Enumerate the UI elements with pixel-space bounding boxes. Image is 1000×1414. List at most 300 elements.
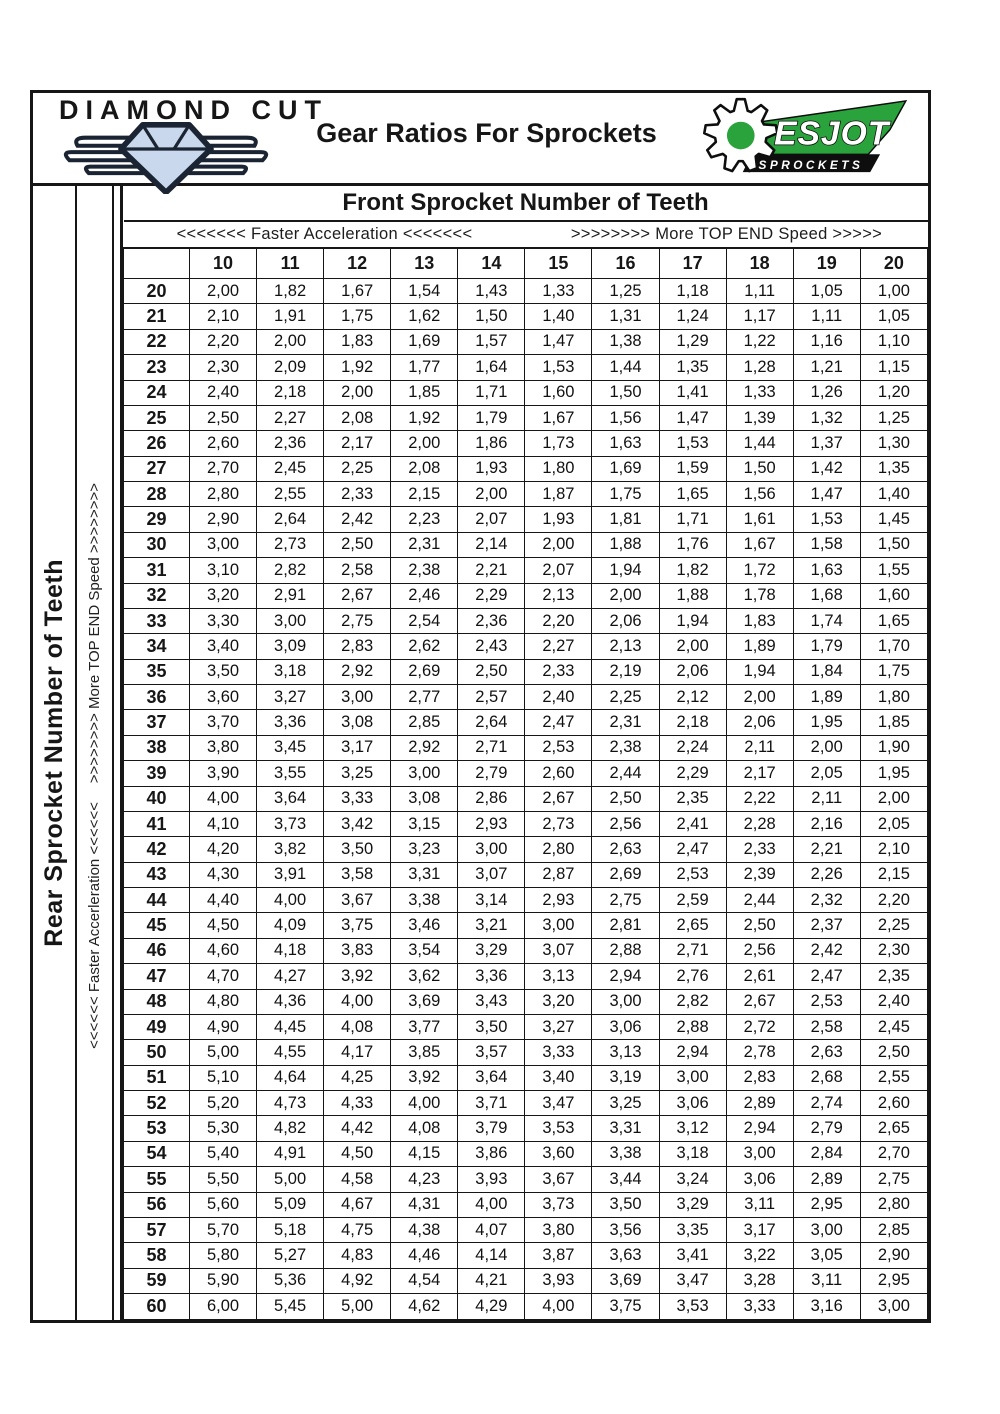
table-row	[124, 355, 928, 380]
ratio-cell: 1,11	[793, 304, 860, 329]
ratio-cell: 3,00	[860, 1294, 927, 1320]
ratio-cell: 4,15	[391, 1141, 458, 1166]
ratio-cell: 2,07	[525, 558, 592, 583]
ratio-cell: 3,38	[592, 1141, 659, 1166]
ratio-cell: 2,67	[324, 583, 391, 608]
ratio-cell: 3,00	[324, 685, 391, 710]
ratio-cell: 3,62	[391, 964, 458, 989]
ratio-cell: 1,18	[659, 279, 726, 304]
table-row	[124, 456, 928, 481]
front-teeth-header: 18	[726, 248, 793, 279]
ratio-cell: 2,08	[324, 405, 391, 430]
ratio-cell: 4,33	[324, 1091, 391, 1116]
ratio-cell: 3,31	[391, 862, 458, 887]
ratio-cell: 2,37	[793, 913, 860, 938]
ratio-cell: 4,55	[257, 1040, 324, 1065]
ratio-cell: 1,82	[659, 558, 726, 583]
table-row	[124, 304, 928, 329]
ratio-cell: 3,14	[458, 888, 525, 913]
table-row	[124, 964, 928, 989]
ratio-cell: 1,25	[860, 405, 927, 430]
ratio-cell: 2,25	[324, 456, 391, 481]
ratio-cell: 3,91	[257, 862, 324, 887]
ratio-cell: 2,92	[324, 659, 391, 684]
ratio-cell: 5,27	[257, 1243, 324, 1268]
ratio-cell: 3,17	[324, 735, 391, 760]
ratio-cell: 2,24	[659, 735, 726, 760]
ratio-cell: 2,21	[793, 837, 860, 862]
ratio-cell: 3,27	[257, 685, 324, 710]
ratio-cell: 1,91	[257, 304, 324, 329]
ratio-cell: 3,18	[659, 1141, 726, 1166]
ratio-cell: 2,36	[458, 608, 525, 633]
ratio-cell: 3,25	[324, 761, 391, 786]
ratio-cell: 3,10	[190, 558, 257, 583]
ratio-cell: 1,47	[525, 329, 592, 354]
ratio-cell: 2,12	[659, 685, 726, 710]
ratio-cell: 2,06	[726, 710, 793, 735]
ratio-cell: 2,70	[860, 1141, 927, 1166]
ratio-cell: 3,80	[190, 735, 257, 760]
ratio-cell: 2,54	[391, 608, 458, 633]
ratio-cell: 2,29	[458, 583, 525, 608]
ratio-cell: 2,65	[659, 913, 726, 938]
ratio-cell: 1,20	[860, 380, 927, 405]
document-frame	[30, 90, 931, 1323]
ratio-cell: 2,11	[793, 786, 860, 811]
ratio-cell: 5,20	[190, 1091, 257, 1116]
ratio-cell: 2,08	[391, 456, 458, 481]
rear-teeth-label: 36	[124, 685, 190, 710]
rear-teeth-label: 25	[124, 405, 190, 430]
ratio-cell: 1,63	[793, 558, 860, 583]
ratio-cell: 1,72	[726, 558, 793, 583]
ratio-cell: 2,50	[190, 405, 257, 430]
table-row	[124, 1217, 928, 1242]
ratio-cell: 2,25	[860, 913, 927, 938]
ratio-cell: 2,00	[190, 279, 257, 304]
ratio-cell: 3,41	[659, 1243, 726, 1268]
ratio-cell: 4,92	[324, 1268, 391, 1293]
table-row	[124, 405, 928, 430]
ratio-cell: 2,93	[525, 888, 592, 913]
rear-teeth-label: 24	[124, 380, 190, 405]
ratio-cell: 2,89	[793, 1167, 860, 1192]
ratio-cell: 4,70	[190, 964, 257, 989]
rear-teeth-label: 44	[124, 888, 190, 913]
ratio-cell: 1,26	[793, 380, 860, 405]
ratio-cell: 4,54	[391, 1268, 458, 1293]
side-faster-acceleration-label: <<<<<< Faster Accerleration <<<<<<	[86, 801, 103, 1049]
rear-teeth-label: 28	[124, 482, 190, 507]
rear-teeth-label: 51	[124, 1065, 190, 1090]
ratio-cell: 1,16	[793, 329, 860, 354]
ratio-cell: 5,00	[324, 1294, 391, 1320]
ratio-cell: 5,40	[190, 1141, 257, 1166]
ratio-cell: 3,40	[525, 1065, 592, 1090]
ratio-cell: 2,75	[324, 608, 391, 633]
ratio-cell: 1,32	[793, 405, 860, 430]
table-row	[124, 1167, 928, 1192]
ratio-cell: 2,63	[592, 837, 659, 862]
ratio-cell: 1,55	[860, 558, 927, 583]
ratio-cell: 3,67	[525, 1167, 592, 1192]
front-teeth-header: 10	[190, 248, 257, 279]
ratio-cell: 3,33	[525, 1040, 592, 1065]
table-row	[124, 482, 928, 507]
ratio-cell: 2,61	[726, 964, 793, 989]
ratio-cell: 1,89	[726, 634, 793, 659]
ratio-cell: 1,53	[659, 431, 726, 456]
rear-teeth-label: 23	[124, 355, 190, 380]
ratio-cell: 2,20	[190, 329, 257, 354]
top-end-speed-label: >>>>>>>> More TOP END Speed >>>>>	[570, 225, 883, 243]
ratio-cell: 1,53	[793, 507, 860, 532]
ratio-cell: 2,21	[458, 558, 525, 583]
ratio-cell: 4,45	[257, 1014, 324, 1039]
ratio-cell: 4,14	[458, 1243, 525, 1268]
ratio-cell: 1,90	[860, 735, 927, 760]
header	[33, 93, 928, 186]
ratio-cell: 3,83	[324, 938, 391, 963]
rear-teeth-label: 37	[124, 710, 190, 735]
svg-text:SPROCKETS: SPROCKETS	[758, 158, 864, 173]
ratio-cell: 2,64	[257, 507, 324, 532]
ratio-cell: 2,78	[726, 1040, 793, 1065]
ratio-cell: 3,60	[525, 1141, 592, 1166]
ratio-cell: 2,88	[592, 938, 659, 963]
rear-sprocket-title-column	[33, 186, 77, 1320]
ratio-cell: 3,30	[190, 608, 257, 633]
ratio-cell: 3,50	[592, 1192, 659, 1217]
ratio-cell: 1,94	[592, 558, 659, 583]
ratio-cell: 2,35	[659, 786, 726, 811]
ratio-cell: 3,46	[391, 913, 458, 938]
rear-teeth-label: 34	[124, 634, 190, 659]
ratio-cell: 2,10	[190, 304, 257, 329]
brand-name: DIAMOND CUT	[59, 95, 328, 125]
ratio-cell: 3,50	[190, 659, 257, 684]
ratio-cell: 3,15	[391, 811, 458, 836]
rear-teeth-label: 39	[124, 761, 190, 786]
ratio-cell: 3,58	[324, 862, 391, 887]
front-teeth-header: 16	[592, 248, 659, 279]
ratio-cell: 1,40	[860, 482, 927, 507]
ratio-cell: 1,82	[257, 279, 324, 304]
ratio-cell: 1,94	[659, 608, 726, 633]
ratio-cell: 5,00	[190, 1040, 257, 1065]
ratio-cell: 4,00	[257, 888, 324, 913]
ratio-cell: 4,08	[324, 1014, 391, 1039]
table-row	[124, 1116, 928, 1141]
ratio-cell: 1,79	[458, 405, 525, 430]
ratio-cell: 2,83	[324, 634, 391, 659]
ratio-cell: 1,95	[860, 761, 927, 786]
ratio-cell: 2,14	[458, 532, 525, 557]
ratio-cell: 1,62	[391, 304, 458, 329]
ratio-cell: 2,27	[257, 405, 324, 430]
ratio-cell: 2,05	[793, 761, 860, 786]
ratio-cell: 1,54	[391, 279, 458, 304]
corner-cell	[124, 248, 190, 279]
ratio-cell: 3,35	[659, 1217, 726, 1242]
front-teeth-header: 11	[257, 248, 324, 279]
ratio-cell: 1,93	[525, 507, 592, 532]
ratio-cell: 2,47	[525, 710, 592, 735]
ratio-cell: 1,67	[324, 279, 391, 304]
ratio-cell: 2,33	[726, 837, 793, 862]
ratio-cell: 2,83	[726, 1065, 793, 1090]
ratio-cell: 3,47	[659, 1268, 726, 1293]
ratio-cell: 3,05	[793, 1243, 860, 1268]
diamond-cut-logo	[33, 93, 328, 183]
ratio-cell: 3,53	[659, 1294, 726, 1320]
ratio-cell: 2,55	[257, 482, 324, 507]
ratio-cell: 5,18	[257, 1217, 324, 1242]
ratio-cell: 5,00	[257, 1167, 324, 1192]
ratio-cell: 1,59	[659, 456, 726, 481]
ratio-cell: 6,00	[190, 1294, 257, 1320]
ratio-cell: 2,71	[659, 938, 726, 963]
rear-teeth-label: 32	[124, 583, 190, 608]
front-teeth-header: 19	[793, 248, 860, 279]
ratio-cell: 1,28	[726, 355, 793, 380]
rear-teeth-label: 22	[124, 329, 190, 354]
table-row	[124, 279, 928, 304]
ratio-cell: 4,73	[257, 1091, 324, 1116]
table-row	[124, 634, 928, 659]
content-area	[33, 186, 928, 1320]
ratio-cell: 3,87	[525, 1243, 592, 1268]
ratio-cell: 5,36	[257, 1268, 324, 1293]
ratio-cell: 2,88	[659, 1014, 726, 1039]
ratio-cell: 2,69	[592, 862, 659, 887]
ratio-cell: 3,64	[458, 1065, 525, 1090]
ratio-cell: 1,39	[726, 405, 793, 430]
table-row	[124, 811, 928, 836]
ratio-cell: 4,67	[324, 1192, 391, 1217]
ratio-cell: 1,65	[659, 482, 726, 507]
rear-teeth-label: 55	[124, 1167, 190, 1192]
ratio-cell: 2,69	[391, 659, 458, 684]
ratio-cell: 2,53	[793, 989, 860, 1014]
ratio-cell: 2,76	[659, 964, 726, 989]
ratio-cell: 2,87	[525, 862, 592, 887]
table-row	[124, 761, 928, 786]
ratio-cell: 1,44	[592, 355, 659, 380]
ratio-cell: 3,73	[257, 811, 324, 836]
ratio-cell: 1,50	[726, 456, 793, 481]
ratio-cell: 1,50	[458, 304, 525, 329]
rear-teeth-label: 45	[124, 913, 190, 938]
ratio-cell: 2,45	[257, 456, 324, 481]
ratio-cell: 1,68	[793, 583, 860, 608]
ratio-cell: 4,83	[324, 1243, 391, 1268]
ratio-cell: 2,00	[257, 329, 324, 354]
ratio-cell: 2,00	[860, 786, 927, 811]
ratio-cell: 5,10	[190, 1065, 257, 1090]
ratio-cell: 4,91	[257, 1141, 324, 1166]
ratio-cell: 1,05	[860, 304, 927, 329]
ratio-cell: 2,00	[659, 634, 726, 659]
ratio-cell: 2,28	[726, 811, 793, 836]
ratio-cell: 4,58	[324, 1167, 391, 1192]
ratio-cell: 2,00	[793, 735, 860, 760]
ratio-cell: 1,89	[793, 685, 860, 710]
table-row	[124, 1192, 928, 1217]
ratio-cell: 2,10	[860, 837, 927, 862]
ratio-cell: 1,85	[391, 380, 458, 405]
ratio-cell: 3,73	[525, 1192, 592, 1217]
rear-teeth-label: 41	[124, 811, 190, 836]
ratio-cell: 5,09	[257, 1192, 324, 1217]
ratio-cell: 2,13	[592, 634, 659, 659]
ratio-cell: 2,50	[726, 913, 793, 938]
ratio-cell: 1,30	[860, 431, 927, 456]
ratio-cell: 2,00	[525, 532, 592, 557]
ratio-cell: 2,79	[458, 761, 525, 786]
ratio-cell: 2,40	[860, 989, 927, 1014]
ratio-cell: 2,23	[391, 507, 458, 532]
ratio-cell: 3,42	[324, 811, 391, 836]
ratio-cell: 1,95	[793, 710, 860, 735]
ratio-cell: 3,85	[391, 1040, 458, 1065]
ratio-cell: 1,76	[659, 532, 726, 557]
table-row	[124, 329, 928, 354]
ratio-cell: 1,45	[860, 507, 927, 532]
ratio-cell: 2,38	[391, 558, 458, 583]
ratio-cell: 2,57	[458, 685, 525, 710]
rear-teeth-label: 35	[124, 659, 190, 684]
ratio-cell: 2,18	[659, 710, 726, 735]
ratio-cell: 4,82	[257, 1116, 324, 1141]
ratio-cell: 4,10	[190, 811, 257, 836]
ratio-cell: 1,93	[458, 456, 525, 481]
ratio-cell: 2,90	[190, 507, 257, 532]
ratio-cell: 3,09	[257, 634, 324, 659]
ratio-cell: 4,00	[324, 989, 391, 1014]
ratio-cell: 3,06	[592, 1014, 659, 1039]
ratio-cell: 1,94	[726, 659, 793, 684]
ratio-cell: 1,41	[659, 380, 726, 405]
ratio-cell: 1,88	[592, 532, 659, 557]
ratio-cell: 2,90	[860, 1243, 927, 1268]
front-teeth-header: 12	[324, 248, 391, 279]
ratio-cell: 4,75	[324, 1217, 391, 1242]
ratio-cell: 2,09	[257, 355, 324, 380]
ratio-cell: 3,20	[525, 989, 592, 1014]
ratio-cell: 3,28	[726, 1268, 793, 1293]
ratio-cell: 3,57	[458, 1040, 525, 1065]
ratio-cell: 2,27	[525, 634, 592, 659]
ratio-cell: 4,90	[190, 1014, 257, 1039]
ratio-cell: 2,35	[860, 964, 927, 989]
ratio-cell: 2,79	[793, 1116, 860, 1141]
ratio-cell: 2,40	[525, 685, 592, 710]
rear-teeth-label: 26	[124, 431, 190, 456]
rear-teeth-label: 46	[124, 938, 190, 963]
ratio-cell: 2,94	[726, 1116, 793, 1141]
ratio-cell: 4,00	[525, 1294, 592, 1320]
ratio-cell: 2,84	[793, 1141, 860, 1166]
ratio-cell: 3,16	[793, 1294, 860, 1320]
rear-teeth-label: 54	[124, 1141, 190, 1166]
table-row	[124, 786, 928, 811]
ratio-cell: 2,33	[324, 482, 391, 507]
ratio-cell: 3,64	[257, 786, 324, 811]
ratio-cell: 3,23	[391, 837, 458, 862]
ratio-cell: 2,71	[458, 735, 525, 760]
ratio-cell: 2,75	[860, 1167, 927, 1192]
ratio-cell: 3,82	[257, 837, 324, 862]
rear-sprocket-title: Rear Sprocket Number of Teeth	[39, 559, 68, 947]
ratio-cell: 2,64	[458, 710, 525, 735]
ratio-cell: 2,60	[190, 431, 257, 456]
ratio-cell: 3,12	[659, 1116, 726, 1141]
ratio-cell: 1,56	[726, 482, 793, 507]
ratio-cell: 1,87	[525, 482, 592, 507]
ratio-cell: 3,75	[324, 913, 391, 938]
ratio-cell: 2,07	[458, 507, 525, 532]
rear-teeth-label: 20	[124, 279, 190, 304]
ratio-cell: 2,31	[391, 532, 458, 557]
ratio-cell: 2,00	[391, 431, 458, 456]
ratio-cell: 2,26	[793, 862, 860, 887]
ratio-cell: 4,07	[458, 1217, 525, 1242]
ratio-cell: 3,00	[257, 608, 324, 633]
ratio-cell: 1,63	[592, 431, 659, 456]
rear-teeth-label: 31	[124, 558, 190, 583]
ratio-cell: 3,24	[659, 1167, 726, 1192]
ratio-cell: 5,70	[190, 1217, 257, 1242]
ratio-cell: 2,82	[659, 989, 726, 1014]
ratio-cell: 2,06	[659, 659, 726, 684]
ratio-cell: 2,73	[257, 532, 324, 557]
ratio-cell: 2,36	[257, 431, 324, 456]
ratio-cell: 1,25	[592, 279, 659, 304]
gear-ratio-table	[123, 186, 928, 1320]
direction-labels-row	[124, 221, 928, 248]
ratio-cell: 3,45	[257, 735, 324, 760]
ratio-cell: 3,70	[190, 710, 257, 735]
ratio-table-wrap	[120, 186, 928, 1320]
table-row	[124, 888, 928, 913]
ratio-cell: 1,53	[525, 355, 592, 380]
ratio-cell: 3,06	[659, 1091, 726, 1116]
ratio-cell: 1,67	[726, 532, 793, 557]
ratio-cell: 1,64	[458, 355, 525, 380]
ratio-cell: 4,31	[391, 1192, 458, 1217]
ratio-cell: 4,17	[324, 1040, 391, 1065]
table-row	[124, 1091, 928, 1116]
table-row	[124, 659, 928, 684]
ratio-cell: 3,36	[458, 964, 525, 989]
rear-teeth-label: 48	[124, 989, 190, 1014]
ratio-cell: 3,50	[458, 1014, 525, 1039]
ratio-cell: 5,80	[190, 1243, 257, 1268]
ratio-cell: 1,77	[391, 355, 458, 380]
ratio-cell: 2,80	[860, 1192, 927, 1217]
ratio-cell: 3,25	[592, 1091, 659, 1116]
ratio-cell: 3,40	[190, 634, 257, 659]
ratio-cell: 3,00	[458, 837, 525, 862]
ratio-cell: 2,53	[525, 735, 592, 760]
ratio-cell: 3,75	[592, 1294, 659, 1320]
ratio-cell: 2,33	[525, 659, 592, 684]
ratio-cell: 1,40	[525, 304, 592, 329]
ratio-cell: 3,77	[391, 1014, 458, 1039]
ratio-cell: 5,60	[190, 1192, 257, 1217]
